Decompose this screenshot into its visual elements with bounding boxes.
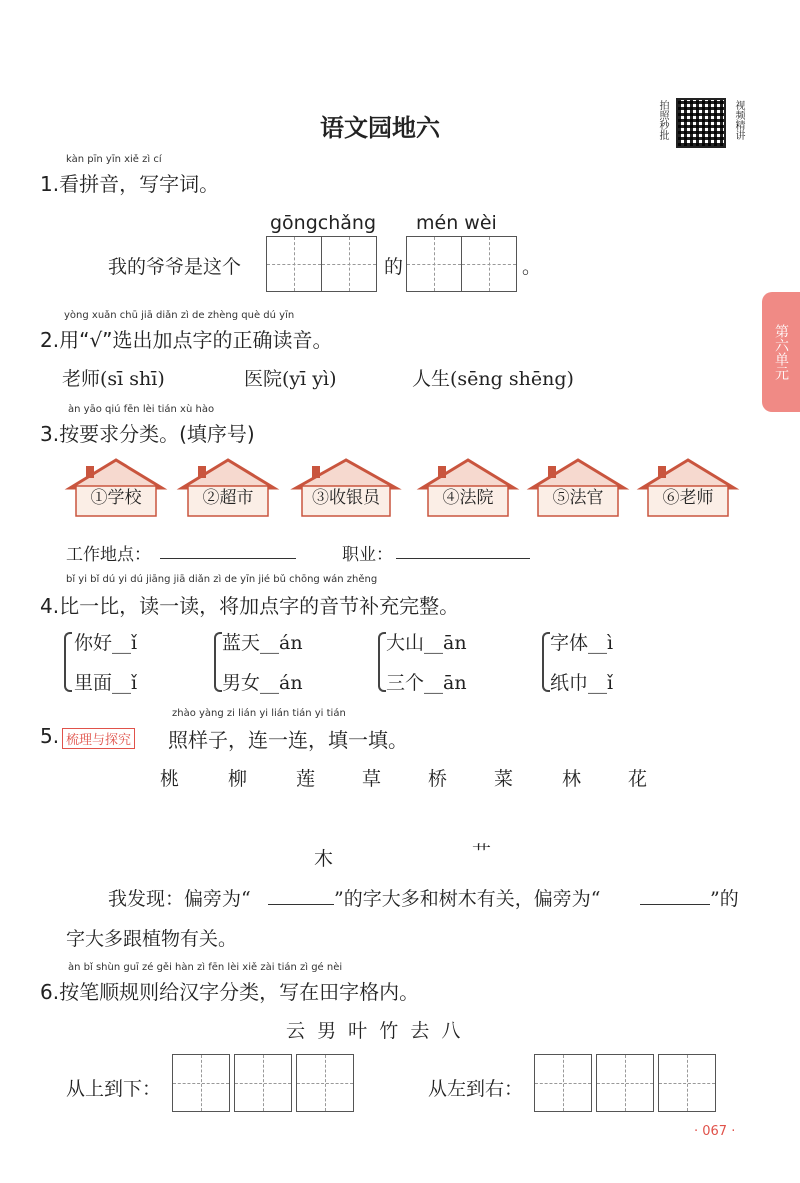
q4-bracket bbox=[542, 632, 550, 692]
q4-bracket bbox=[378, 632, 386, 692]
q4-item[interactable]: 男女__án bbox=[222, 672, 303, 694]
house-label: ⑥老师 bbox=[662, 488, 714, 508]
q4-item[interactable]: 大山__ān bbox=[386, 632, 467, 654]
q6-tianzige[interactable] bbox=[658, 1054, 716, 1112]
q5-pinyin: zhào yàng zi lián yi lián tián yi tián bbox=[172, 708, 346, 719]
q6-title: 6.按笔顺规则给汉字分类，写在田字格内。 bbox=[40, 980, 420, 1004]
q4-item[interactable]: 字体__ì bbox=[550, 632, 614, 654]
q3-job-label: 职业： bbox=[342, 545, 393, 565]
q6-chars: 云 男 叶 竹 去 八 bbox=[286, 1020, 461, 1042]
q6-tianzige[interactable] bbox=[234, 1054, 292, 1112]
q5-root-wood[interactable]: 木 bbox=[314, 848, 334, 870]
q1-sentence-end: 。 bbox=[522, 256, 542, 278]
q2-pinyin: yòng xuǎn chū jiā diǎn zì de zhèng què dú yīn bbox=[64, 310, 295, 321]
house-label: ②超市 bbox=[202, 488, 254, 508]
q5-blank-2[interactable] bbox=[640, 904, 710, 905]
q6-tianzige[interactable] bbox=[596, 1054, 654, 1112]
q4-bracket bbox=[64, 632, 72, 692]
q1-sentence-mid: 的 bbox=[384, 256, 404, 278]
q5-tag: 梳理与探究 bbox=[62, 728, 135, 749]
q5-char[interactable]: 草 bbox=[362, 768, 382, 790]
q6-tianzige[interactable] bbox=[172, 1054, 230, 1112]
page-number: · 067 · bbox=[694, 1124, 736, 1139]
q1-tianzige-3[interactable] bbox=[406, 236, 462, 292]
q5-char[interactable]: 林 bbox=[562, 768, 582, 790]
unit-side-tab: 第六单元 bbox=[762, 292, 800, 412]
house-card bbox=[640, 458, 736, 518]
q5-title: 照样子，连一连，填一填。 bbox=[168, 728, 408, 752]
q2-item-3[interactable]: 人生(sēng shēng) bbox=[412, 368, 574, 390]
q5-char[interactable]: 柳 bbox=[228, 768, 248, 790]
house-card bbox=[180, 458, 276, 518]
q1-tianzige-4[interactable] bbox=[461, 236, 517, 292]
q5-char[interactable]: 桃 bbox=[160, 768, 180, 790]
q4-item[interactable]: 纸巾__ǐ bbox=[550, 672, 614, 694]
house-card bbox=[420, 458, 516, 518]
q4-item[interactable]: 三个__ān bbox=[386, 672, 467, 694]
q5-found-3: ”的 bbox=[710, 888, 739, 910]
q5-char[interactable]: 菜 bbox=[494, 768, 514, 790]
q1-pinyin-1: gōngchǎng bbox=[270, 212, 377, 234]
q4-item[interactable]: 里面__ǐ bbox=[74, 672, 138, 694]
house-label: ④法院 bbox=[442, 488, 494, 508]
q3-work-place-label: 工作地点： bbox=[66, 545, 151, 565]
q3-pinyin: àn yāo qiú fēn lèi tián xù hào bbox=[68, 404, 215, 415]
q6-left-right-label: 从左到右： bbox=[428, 1078, 524, 1100]
q5-char[interactable]: 花 bbox=[628, 768, 648, 790]
qr-right-label: 视频精讲 bbox=[733, 100, 744, 140]
q1-pinyin-2: mén wèi bbox=[416, 212, 497, 234]
q4-item[interactable]: 你好__ǐ bbox=[74, 632, 138, 654]
house-label: ①学校 bbox=[90, 488, 142, 508]
house-card bbox=[294, 458, 398, 518]
house-card bbox=[68, 458, 164, 518]
q3-title: 3.按要求分类。(填序号) bbox=[40, 422, 255, 446]
qr-code-icon[interactable] bbox=[676, 98, 726, 148]
q1-pinyin: kàn pīn yīn xiě zì cí bbox=[66, 154, 162, 165]
q5-number: 5. bbox=[40, 724, 60, 748]
q4-title: 4.比一比，读一读，将加点字的音节补充完整。 bbox=[40, 594, 460, 618]
q6-tianzige[interactable] bbox=[296, 1054, 354, 1112]
q2-item-1[interactable]: 老师(sī shī) bbox=[62, 368, 165, 390]
q5-char[interactable]: 桥 bbox=[428, 768, 448, 790]
q5-root-grass[interactable]: 艹 bbox=[472, 842, 492, 864]
q4-bracket bbox=[214, 632, 222, 692]
page-title: 语文园地六 bbox=[320, 114, 440, 142]
q4-item[interactable]: 蓝天__án bbox=[222, 632, 303, 654]
q5-char[interactable]: 莲 bbox=[296, 768, 316, 790]
q5-found-4: 字大多跟植物有关。 bbox=[66, 928, 238, 950]
q6-pinyin: àn bǐ shùn guī zé gěi hàn zì fēn lèi xiě zài tián zì gé nèi bbox=[68, 962, 343, 973]
q1-tianzige-2[interactable] bbox=[321, 236, 377, 292]
q1-sentence-pre: 我的爷爷是这个 bbox=[108, 256, 242, 278]
q1-title: 1.看拼音，写字词。 bbox=[40, 172, 220, 196]
q6-top-bottom-label: 从上到下： bbox=[66, 1078, 162, 1100]
house-label: ③收银员 bbox=[312, 488, 380, 508]
qr-left-label: 拍照秒批 bbox=[657, 100, 668, 140]
q4-pinyin: bǐ yi bǐ dú yi dú jiāng jiā diǎn zì de yīn jié bǔ chōng wán zhěng bbox=[66, 574, 378, 585]
q5-found-1: 我发现：偏旁为“ bbox=[108, 888, 251, 910]
q3-work-place-blank[interactable] bbox=[160, 558, 296, 559]
house-label: ⑤法官 bbox=[552, 488, 604, 508]
q1-tianzige-1[interactable] bbox=[266, 236, 322, 292]
q3-job-blank[interactable] bbox=[396, 558, 530, 559]
q5-found-2: ”的字大多和树木有关，偏旁为“ bbox=[334, 888, 601, 910]
house-card bbox=[530, 458, 626, 518]
q6-tianzige[interactable] bbox=[534, 1054, 592, 1112]
q2-title: 2.用“√”选出加点字的正确读音。 bbox=[40, 328, 333, 352]
q2-item-2[interactable]: 医院(yī yì) bbox=[244, 368, 337, 390]
q5-blank-1[interactable] bbox=[268, 904, 334, 905]
